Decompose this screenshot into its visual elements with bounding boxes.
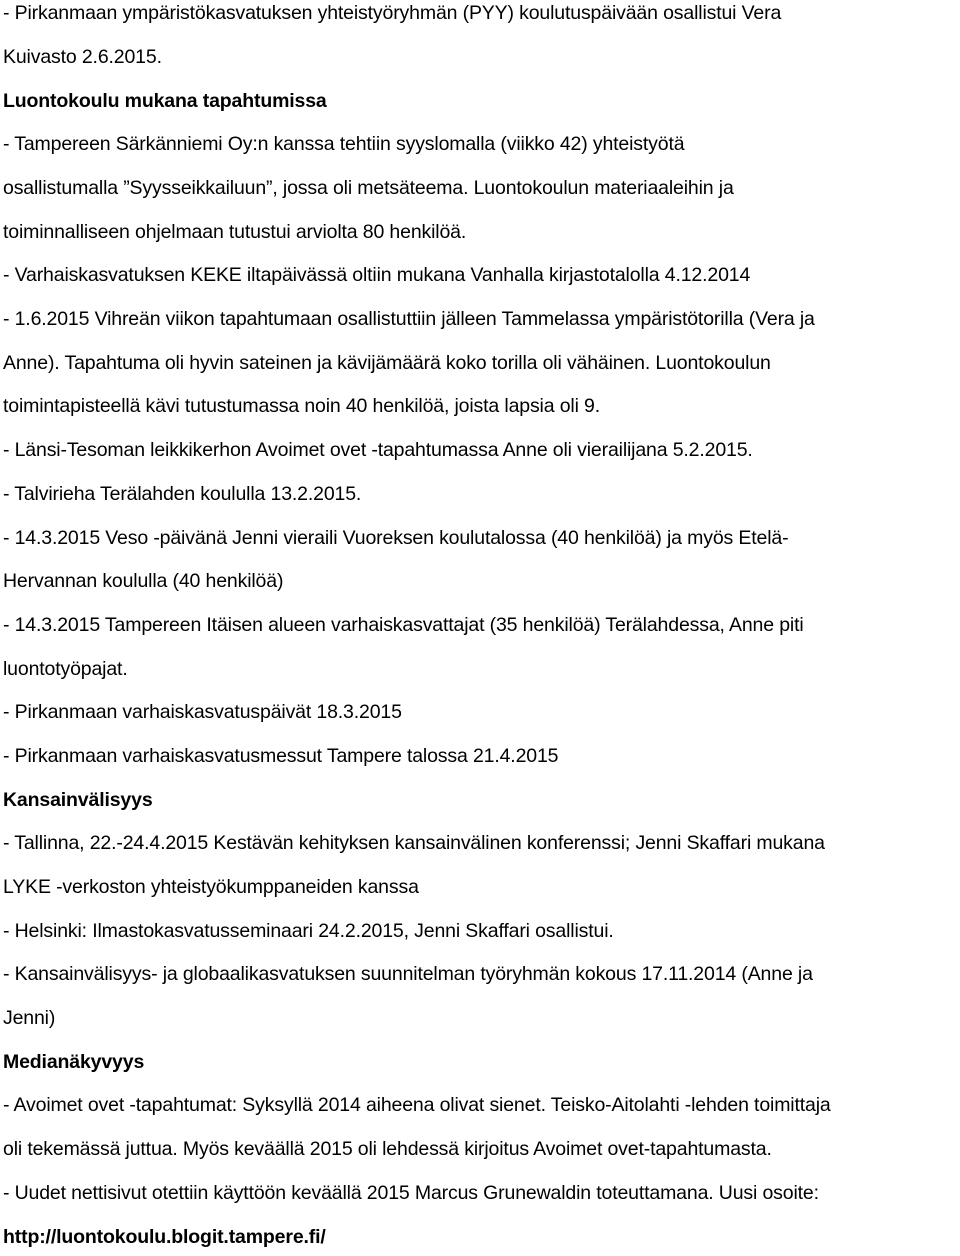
section-heading-media: Medianäkyvyys — [3, 1051, 145, 1073]
text-line-sarkanniemi: - Tampereen Särkänniemi Oy:n kanssa tehtiin syyslomalla (viikko 42) yhteistyötä — [3, 133, 685, 155]
text-line-helsinki: - Helsinki: Ilmastokasvatusseminaari 24.2.2015, Jenni Skaffari osallistui. — [3, 920, 614, 942]
text-line-keke: - Varhaiskasvatuksen KEKE iltapäivässä oltiin mukana Vanhalla kirjastotalolla 4.12.2014 — [3, 264, 751, 286]
text-line-pyy-training: - Pirkanmaan ympäristökasvatuksen yhteistyöryhmän (PYY) koulutuspäivään osallistui Vera — [3, 2, 782, 24]
section-heading-international: Kansainvälisyys — [3, 789, 153, 811]
text-line-open-doors: - Avoimet ovet -tapahtumat: Syksyllä 2014 aiheena olivat sienet. Teisko-Aitolahti -lehden toimittaja — [3, 1094, 831, 1116]
text-line-veso-cont: Hervannan koululla (40 henkilöä) — [3, 570, 284, 592]
text-line-itainen-alue-cont: luontotyöpajat. — [3, 658, 128, 680]
text-line-pyy-training-cont: Kuivasto 2.6.2015. — [3, 46, 162, 68]
text-line-green-week-cont: Anne). Tapahtuma oli hyvin sateinen ja kävijämäärä koko torilla oli vähäinen. Luontokoulun — [3, 352, 771, 374]
text-line-tallinna: - Tallinna, 22.-24.4.2015 Kestävän kehityksen kansainvälinen konferenssi; Jenni Skaffari mukana — [3, 832, 825, 854]
text-line-sarkanniemi-cont: osallistumalla ”Syysseikkailuun”, jossa oli metsäteema. Luontokoulun materiaaleihin ja — [3, 177, 734, 199]
text-line-open-doors-cont: oli tekemässä juttua. Myös keväällä 2015 oli lehdessä kirjoitus Avoimet ovet-tapahtumasta. — [3, 1138, 772, 1160]
section-heading-events: Luontokoulu mukana tapahtumissa — [3, 90, 327, 112]
text-line-working-group: - Kansainvälisyys- ja globaalikasvatuksen suunnitelman työryhmän kokous 17.11.2014 (Anne ja — [3, 963, 813, 985]
text-line-talvirieha: - Talvirieha Terälahden koululla 13.2.2015. — [3, 483, 362, 505]
text-line-tallinna-cont: LYKE -verkoston yhteistyökumppaneiden kanssa — [3, 876, 419, 898]
text-line-itainen-alue: - 14.3.2015 Tampereen Itäisen alueen varhaiskasvattajat (35 henkilöä) Terälahdessa, Anne piti — [3, 614, 804, 636]
text-line-green-week: - 1.6.2015 Vihreän viikon tapahtumaan osallistuttiin jälleen Tammelassa ympäristötorilla (Vera ja — [3, 308, 815, 330]
text-line-working-group-cont: Jenni) — [3, 1007, 56, 1029]
text-line-veso: - 14.3.2015 Veso -päivänä Jenni vieraili Vuoreksen koulutalossa (40 henkilöä) ja myös Etelä- — [3, 527, 789, 549]
text-line-sarkanniemi-cont2: toiminnalliseen ohjelmaan tutustui arviolta 80 henkilöä. — [3, 221, 467, 243]
text-line-varhaiskasvatusmessut: - Pirkanmaan varhaiskasvatusmessut Tampere talossa 21.4.2015 — [3, 745, 559, 767]
text-line-lansi-tesoma: - Länsi-Tesoman leikkikerhon Avoimet ovet -tapahtumassa Anne oli vierailijana 5.2.2015. — [3, 439, 753, 461]
text-line-green-week-cont2: toimintapisteellä kävi tutustumassa noin 40 henkilöä, joista lapsia oli 9. — [3, 395, 600, 417]
text-line-new-website: - Uudet nettisivut otettiin käyttöön keväällä 2015 Marcus Grunewaldin toteuttamana. Uusi osoite: — [3, 1182, 819, 1204]
website-url-link[interactable]: http://luontokoulu.blogit.tampere.fi/ — [3, 1226, 326, 1248]
text-line-varhaiskasvatuspaivat: - Pirkanmaan varhaiskasvatuspäivät 18.3.2015 — [3, 701, 402, 723]
